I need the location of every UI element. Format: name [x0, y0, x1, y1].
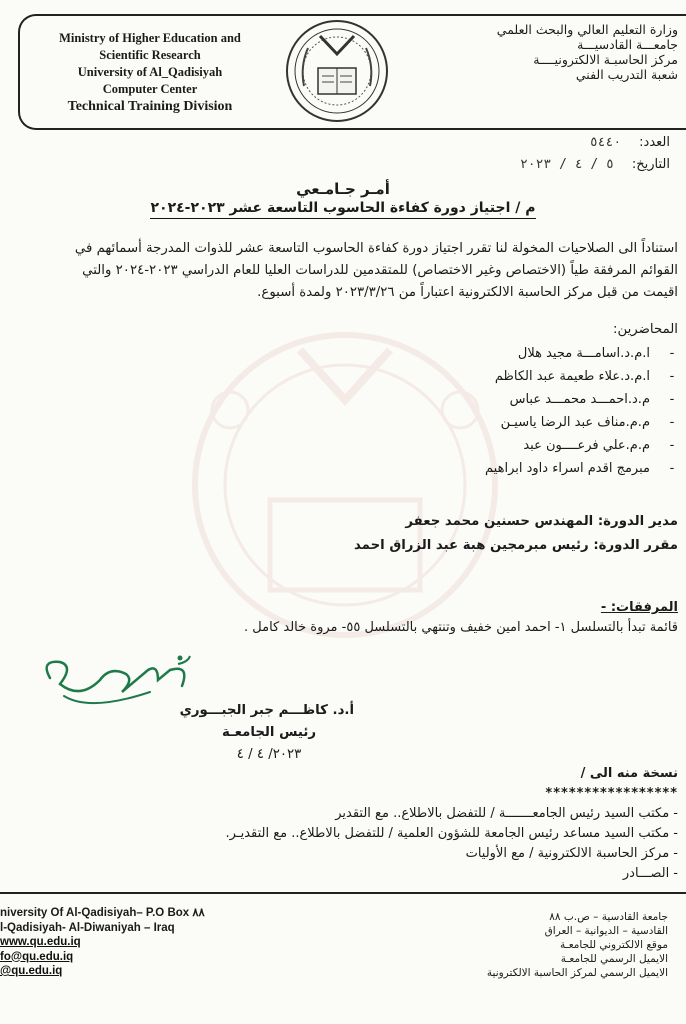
bullet-dash: -: [669, 392, 675, 407]
letterhead-english: [40, 30, 260, 115]
lecturer-name: م.م.علي فرعــــون عبد: [523, 438, 650, 453]
document-number-label: العدد:: [639, 135, 670, 150]
footer-ar-line: موقع الالكتروني للجامعـة: [560, 939, 668, 951]
course-staff: [278, 510, 678, 558]
footer-address: niversity Of Al-Qadisiyah– P.O Box ٨٨: [0, 907, 205, 919]
list-item: - مركز الحاسبة الالكترونية / مع الأوليات: [465, 846, 678, 861]
bullet-dash: -: [669, 438, 675, 453]
order-body: [8, 238, 678, 304]
letterhead-ar-line: شعبة التدريب الفني: [575, 67, 678, 82]
footer-email-link[interactable]: fo@qu.edu.iq: [0, 950, 74, 963]
course-director: مدير الدورة: المهندس حسنين محمد جعفر: [405, 514, 678, 529]
footer-ar-line: جامعة القادسية – ص.ب ٨٨: [549, 911, 668, 923]
lecturers-heading: المحاضرين:: [613, 322, 678, 337]
document-footer: [0, 892, 686, 1024]
footer-ar-line: القادسية – الديوانية – العراق: [544, 925, 668, 937]
lecturer-name: مبرمج اقدم اسراء داود ابراهيم: [485, 461, 650, 476]
list-item: - مكتب السيد مساعد رئيس الجامعة للشؤون العلمية / للتفضل بالاطلاع.. مع التقديـر.: [225, 826, 678, 841]
document-date-label: التاريخ:: [631, 157, 670, 172]
signature-block: [179, 700, 354, 766]
letterhead-ar-line: وزارة التعليم العالي والبحث العلمي: [496, 22, 678, 37]
letterhead-en-line: University of Al_Qadisiyah: [77, 65, 223, 79]
document-meta: [450, 132, 670, 176]
bullet-dash: -: [669, 369, 675, 384]
document-date-row: [450, 154, 670, 176]
list-item: [378, 434, 678, 457]
footer-ar-line: الايميل الرسمي لمركز الحاسبة الالكترونية: [486, 967, 668, 979]
letterhead-en-line: Technical Training Division: [67, 99, 233, 114]
list-item: [378, 388, 678, 411]
attachments: [218, 598, 678, 638]
copies-heading: نسخة منه الى /: [580, 766, 678, 781]
letterhead-arabic: [428, 22, 678, 82]
order-title: أمـر جـامـعي: [296, 180, 390, 198]
university-seal-logo: [282, 16, 392, 126]
list-item: [378, 457, 678, 480]
footer-email-link[interactable]: @qu.edu.iq: [0, 965, 63, 977]
list-item: [378, 342, 678, 365]
order-subject: [0, 200, 686, 216]
footer-ar-line: الايميل الرسمي للجامعـة: [560, 953, 668, 965]
letterhead-ar-line: جامعـــة القادسيـــة: [577, 37, 678, 52]
letterhead-en-line: Ministry of Higher Education and: [59, 31, 241, 45]
bullet-dash: -: [669, 415, 675, 430]
course-rapporteur: مقرر الدورة: رئيس مبرمجين هبة عبد الزراق احمد: [353, 538, 678, 553]
signatory-name: أ.د. كاظـــم جبر الجبـــوري: [179, 703, 354, 718]
copies-to: [198, 764, 678, 884]
lecturer-name: ا.م.د.اسامـــة مجيد هلال: [517, 346, 650, 361]
document-date-value: ٥ / ٤ / ٢٠٢٣: [519, 157, 614, 172]
lecturer-name: م.م.مناف عبد الرضا ياسيـن: [500, 415, 650, 430]
bullet-dash: -: [669, 346, 675, 361]
list-item: - مكتب السيد رئيس الجامعـــــــة / للتفضل بالاطلاع.. مع التقدير: [335, 806, 678, 821]
document-number-value: ٥٤٤٠: [589, 135, 622, 150]
signature-date: ٢٠٢٣/ ٤ / ٤: [236, 747, 302, 762]
document-number-row: [450, 132, 670, 154]
letterhead-en-line: Scientific Research: [99, 48, 201, 62]
order-body-line: اقيمت من قبل مركز الحاسبة الالكترونية اعتباراً من ٢٠٢٣/٣/٢٦ ولمدة أسبوع.: [257, 285, 678, 300]
bullet-dash: -: [669, 461, 675, 476]
footer-city: l-Qadisiyah- Al-Diwaniyah – Iraq: [0, 921, 175, 934]
letterhead-en-line: Computer Center: [102, 82, 198, 96]
footer-arabic: [438, 910, 668, 980]
copies-divider: *****************: [545, 786, 678, 801]
order-body-line: القوائم المرفقة طياً (الاختصاص وغير الاختصاص) للمتقدمين للدراسات العليا للعام الدراسي ٢٠٢٣-٢٠٢٤ والتي: [82, 263, 678, 278]
signatory-title: رئيس الجامعـة: [222, 725, 316, 740]
footer-website-link[interactable]: www.qu.edu.iq: [0, 936, 81, 948]
attachments-label: المرفقات: -: [600, 600, 678, 615]
handwritten-signature-icon: [30, 640, 200, 730]
lecturer-name: ا.م.د.علاء طعيمة عبد الكاظم: [494, 369, 650, 384]
list-item: - الصـــادر: [622, 866, 678, 881]
list-item: [378, 411, 678, 434]
order-subject-text: م / اجتياز دورة كفاءة الحاسوب التاسعة عشر ٢٠٢٣-٢٠٢٤: [150, 200, 535, 219]
order-body-line: استناداً الى الصلاحيات المخولة لنا تقرر اجتياز دورة كفاءة الحاسوب التاسعة عشر للذوات المدرجة أسمائهم في: [74, 241, 678, 256]
attachments-text: قائمة تبدأ بالتسلسل ١- احمد امين خفيف وتنتهي بالتسلسل ٥٥- مروة خالد كامل .: [244, 620, 678, 635]
footer-english: [0, 906, 230, 979]
list-item: [378, 365, 678, 388]
letterhead-ar-line: مركز الحاسبـة الالكترونيــــة: [533, 52, 678, 67]
lecturers-list: [378, 342, 678, 480]
lecturer-name: م.د.احمـــد محمـــد عباس: [509, 392, 650, 407]
